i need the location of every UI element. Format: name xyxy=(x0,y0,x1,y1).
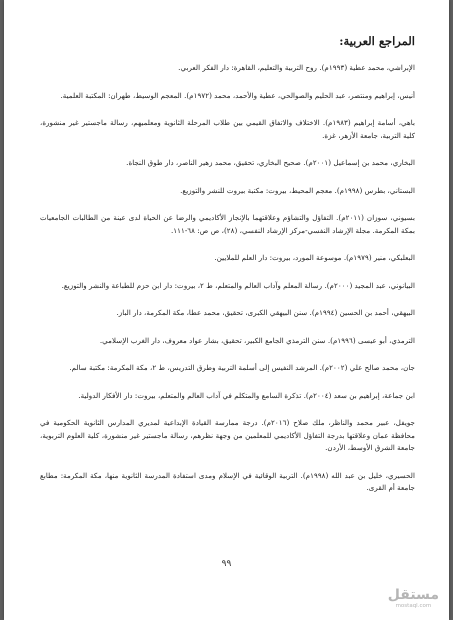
reference-entry: الحسيري، خليل بن عبد الله (١٩٩٨م). التربية الوقائية في الإسلام ومدى استفادة المدرسة الثانوية منها، مكة المكرمة: مطابع جامعة أم القرى. xyxy=(40,470,415,492)
reference-entry: الإبراشي، محمد عطية (١٩٩٣م). روح التربية والتعليم، القاهرة: دار الفكر العربي. xyxy=(178,63,415,72)
page-number: ٩٩ xyxy=(221,559,232,569)
watermark-name: مستقل xyxy=(387,587,439,603)
reference-list xyxy=(40,62,415,495)
watermark-logo xyxy=(388,587,439,610)
reference-entry: البستاني، بطرس (١٩٩٨م). معجم المحيط، بيروت: مكتبة بيروت للنشر والتوزيع. xyxy=(180,185,415,195)
section-heading: المراجع العربية: xyxy=(339,34,415,48)
document-page xyxy=(4,0,449,620)
reference-entry: أنيس، إبراهيم ومنتصر، عبد الحليم والصوالحي، عطية والأحمد، محمد (١٩٧٢م). المعجم الوسيط، طهران: المكتبة العلمية. xyxy=(60,90,415,100)
reference-entry: البخاري، محمد بن إسماعيل (٢٠٠١م). صحيح البخاري، تحقيق، محمد زهير الناصر، دار طوق النجاة. xyxy=(126,158,415,167)
watermark-url: mostaql.com xyxy=(395,603,432,609)
reference-entry: ابن جماعة، إبراهيم بن سعد (٢٠٠٤م). تذكرة السامع والمتكلم في آداب العالم والمتعلم، بيروت: دار الأفكار الدولية. xyxy=(78,390,415,400)
reference-entry: باهي، أسامة إبراهيم (١٩٨٣م). الاختلاف والاتفاق القيمي بين طلاب المرحلة الثانوية ومعلميهم، رسالة ماجستير غير منشورة، كلية التربية، جامعة الأزهر، غزة. xyxy=(40,118,415,140)
reference-entry: بسيوني، سوزان (٢٠١١م). التفاؤل والتشاؤم وعلاقتهما بالإنجاز الأكاديمي والرضا عن الحياة لدى عينة من الطالبات الجامعيات بمكة المكرمة. مجلة الإرشاد النفسي-مركز الإرشاد النفسي، (٢٨)، ص ص: ٦٨-١١١. xyxy=(40,213,415,235)
reference-entry: جويفل، عبير محمد والناظر، ملك صلاح (٢٠١٦م). درجة ممارسة القيادة الإبداعية لمديري المدارس الثانوية الحكومية في محافظة عمان وعلاقتها بدرجة التفاؤل الأكاديمي للمعلمين من وجهة نظرهم، رسالة ماجستير غير منشورة، كلية العلوم التربوية، جامعة الشرق الأوسط، الأردن. xyxy=(40,418,415,452)
reference-entry: البعلبكي، منير (١٩٧٩م). موسوعة المورد، بيروت: دار العلم للملايين. xyxy=(214,253,415,262)
reference-entry: البيانوني، عبد المجيد (٢٠٠٠م). رسالة المعلم وآداب العالم والمتعلم، ط ٢، بيروت: دار ابن حزم للطباعة والنشر والتوزيع. xyxy=(61,280,415,290)
references-section xyxy=(40,34,415,510)
reference-entry: الترمذي، أبو عيسى (١٩٩٦م). سنن الترمذي الجامع الكبير، تحقيق، بشار عواد معروف، دار الغرب الإسلامي. xyxy=(99,335,415,345)
reference-entry: البيهقي، أحمد بن الحسين (١٩٩٤م). سنن البيهقي الكبرى، تحقيق، محمد عطا، مكة المكرمة، دار الباز. xyxy=(116,308,415,317)
reference-entry: جان، محمد صالح علي (٢٠٠٢م). المرشد النفيس إلى أسلمة التربية وطرق التدريس، ط ٢، مكة المكرمة: مكتبة سالم. xyxy=(69,363,415,372)
